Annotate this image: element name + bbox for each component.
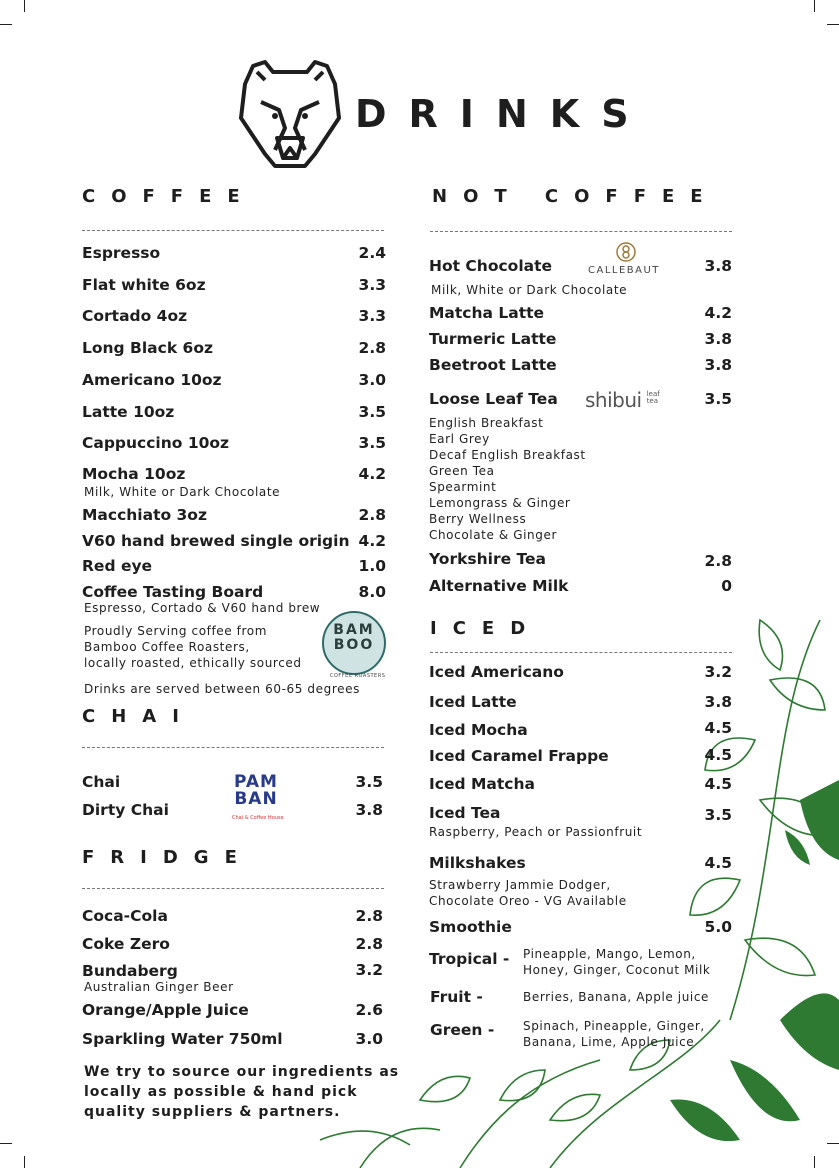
menu-item-name: Beetroot Latte: [429, 356, 557, 374]
crop-mark: [24, 1156, 25, 1168]
menu-item-price: 3.5: [358, 403, 386, 421]
tea-option: Earl Grey: [429, 432, 490, 446]
menu-item-price: 2.8: [355, 935, 383, 953]
menu-item-price: 3.5: [358, 434, 386, 452]
menu-item-price: 3.2: [704, 663, 732, 681]
pamban-logo: [228, 774, 284, 808]
bear-logo: [235, 58, 345, 170]
chai-heading: CHAI: [82, 706, 195, 727]
menu-item-price: 3.8: [355, 801, 383, 819]
tea-option: Lemongrass & Ginger: [429, 496, 571, 510]
menu-item-name: Iced Tea: [429, 804, 501, 822]
menu-item-note: Milk, White or Dark Chocolate: [84, 485, 281, 499]
menu-item-name: Mocha 10oz: [82, 465, 186, 483]
tea-option: Green Tea: [429, 464, 495, 478]
menu-item-note: Australian Ginger Beer: [84, 980, 234, 994]
menu-item-name: Sparkling Water 750ml: [82, 1030, 283, 1048]
tea-option: Chocolate & Ginger: [429, 528, 557, 542]
menu-item-price: 4.5: [704, 854, 732, 872]
divider: [82, 888, 384, 889]
menu-item-price: 3.3: [358, 276, 386, 294]
menu-item-name: Red eye: [82, 557, 153, 575]
temperature-note: Drinks are served between 60-65 degrees: [84, 682, 360, 696]
menu-item-name: Cappuccino 10oz: [82, 434, 230, 452]
menu-item-name: Long Black 6oz: [82, 339, 213, 357]
menu-item-price: 3.8: [704, 693, 732, 711]
menu-item-name: Chai: [82, 773, 121, 791]
menu-item-price: 4.5: [704, 746, 732, 764]
crop-mark: [814, 0, 815, 12]
crop-mark: [0, 24, 12, 25]
menu-item-name: Matcha Latte: [429, 304, 545, 322]
menu-item-price: 3.8: [704, 257, 732, 275]
menu-item-price: 2.8: [358, 339, 386, 357]
menu-item-price: 3.5: [355, 773, 383, 791]
menu-item-price: 3.5: [704, 390, 732, 408]
shibui-logo-sub: [647, 391, 660, 405]
menu-item-price: 3.0: [358, 371, 386, 389]
bamboo-logo: [322, 611, 386, 675]
menu-item-price: 3.8: [704, 330, 732, 348]
menu-item-name: Americano 10oz: [82, 371, 222, 389]
menu-item-price: 5.0: [704, 918, 732, 936]
menu-item-name: V60 hand brewed single origin: [82, 532, 350, 550]
shibui-logo-leaf: leaf: [646, 390, 660, 398]
menu-item-name: Coca-Cola: [82, 907, 168, 925]
menu-item-name: Orange/Apple Juice: [82, 1001, 249, 1019]
menu-item-price: 2.8: [355, 907, 383, 925]
milkshake-note: Chocolate Oreo - VG Available: [429, 894, 627, 908]
menu-item-name: Iced Mocha: [429, 721, 528, 739]
crop-mark: [827, 24, 839, 25]
menu-item-price: 4.2: [358, 532, 386, 550]
menu-item-price: 2.4: [358, 244, 386, 262]
menu-item-price: 8.0: [358, 583, 386, 601]
menu-item-name: Coffee Tasting Board: [82, 583, 264, 601]
menu-item-name: Smoothie: [429, 918, 512, 936]
crop-mark: [0, 1143, 12, 1144]
crop-mark: [24, 0, 25, 12]
menu-item-price: 2.8: [704, 552, 732, 570]
smoothie-ingredients: Berries, Banana, Apple juice: [523, 990, 710, 1004]
smoothie-ingredients: Banana, Lime, Apple Juice: [523, 1035, 695, 1049]
menu-item-price: 2.8: [358, 506, 386, 524]
menu-item-name: Cortado 4oz: [82, 307, 188, 325]
menu-item-name: Coke Zero: [82, 935, 170, 953]
menu-item-price: 0: [721, 577, 732, 595]
tea-option: English Breakfast: [429, 416, 544, 430]
menu-item-name: Iced Americano: [429, 663, 564, 681]
roaster-line: locally roasted, ethically sourced: [84, 656, 302, 670]
menu-item-name: Espresso: [82, 244, 161, 262]
tea-option: Decaf English Breakfast: [429, 448, 586, 462]
divider: [82, 747, 384, 748]
divider: [82, 230, 384, 231]
coffee-heading: COFFEE: [82, 186, 256, 207]
menu-item-price: 4.2: [704, 304, 732, 322]
menu-item-price: 1.0: [358, 557, 386, 575]
menu-item-price: 4.2: [358, 465, 386, 483]
menu-item-name: Latte 10oz: [82, 403, 175, 421]
divider: [430, 231, 732, 232]
menu-item-name: Iced Matcha: [429, 775, 535, 793]
fridge-heading: FRIDGE: [82, 847, 253, 868]
menu-item-note: Espresso, Cortado & V60 hand brew: [84, 601, 321, 615]
smoothie-ingredients: Spinach, Pineapple, Ginger,: [523, 1019, 705, 1033]
iced-heading: ICED: [430, 618, 542, 639]
callebaut-logo: CALLEBAUT: [588, 265, 660, 276]
menu-item-price: 3.0: [355, 1030, 383, 1048]
not-coffee-heading: NOT COFFEE: [432, 186, 719, 207]
shibui-logo-text: shibui: [585, 388, 642, 412]
shibui-logo: [585, 388, 660, 412]
menu-item-note: Raspberry, Peach or Passionfruit: [429, 825, 643, 839]
menu-item-name: Macchiato 3oz: [82, 506, 207, 524]
shibui-logo-tea: tea: [646, 397, 659, 405]
bamboo-logo-caption: COFFEE ROASTERS: [330, 673, 386, 679]
roaster-line: Proudly Serving coffee from: [84, 624, 268, 638]
callebaut-logo-icon: [615, 241, 637, 263]
menu-item-price: 2.6: [355, 1001, 383, 1019]
menu-item-name: Milkshakes: [429, 854, 526, 872]
smoothie-ingredients: Pineapple, Mango, Lemon,: [523, 947, 696, 961]
menu-item-name: Iced Caramel Frappe: [429, 747, 609, 765]
pamban-logo-line: BAN: [234, 789, 278, 809]
smoothie-label: Fruit -: [430, 988, 483, 1006]
menu-item-price: 3.3: [358, 307, 386, 325]
milkshake-note: Strawberry Jammie Dodger,: [429, 878, 611, 892]
bamboo-logo-line: BOO: [333, 637, 375, 653]
menu-item-name: Turmeric Latte: [429, 330, 557, 348]
smoothie-label: Tropical -: [429, 950, 510, 968]
menu-item-price: 3.5: [704, 806, 732, 824]
pamban-logo-line: PAM: [234, 772, 278, 792]
menu-item-note: Milk, White or Dark Chocolate: [431, 283, 628, 297]
menu-item-name: Loose Leaf Tea: [429, 390, 558, 408]
menu-item-name: Bundaberg: [82, 962, 178, 980]
menu-item-name: Dirty Chai: [82, 801, 169, 819]
menu-item-name: Alternative Milk: [429, 577, 569, 595]
bamboo-logo-line: BAM: [333, 622, 375, 638]
menu-item-name: Flat white 6oz: [82, 276, 206, 294]
smoothie-label: Green -: [430, 1021, 495, 1039]
tea-option: Spearmint: [429, 480, 497, 494]
menu-item-name: Hot Chocolate: [429, 257, 553, 275]
smoothie-ingredients: Honey, Ginger, Coconut Milk: [523, 963, 711, 977]
tea-option: Berry Wellness: [429, 512, 527, 526]
menu-item-price: 3.8: [704, 356, 732, 374]
menu-item-price: 4.5: [704, 775, 732, 793]
divider: [430, 652, 732, 653]
page-title: DRINKS: [355, 92, 651, 136]
menu-item-price: 4.5: [704, 719, 732, 737]
menu-item-price: 3.2: [355, 961, 383, 979]
sourcing-footer: We try to source our ingredients as locally as possible & hand pick quality suppliers & partners.: [84, 1064, 400, 1120]
menu-item-name: Yorkshire Tea: [429, 550, 547, 568]
pamban-logo-caption: Chai & Coffee House: [232, 815, 284, 821]
menu-item-name: Iced Latte: [429, 693, 517, 711]
roaster-line: Bamboo Coffee Roasters,: [84, 640, 250, 654]
